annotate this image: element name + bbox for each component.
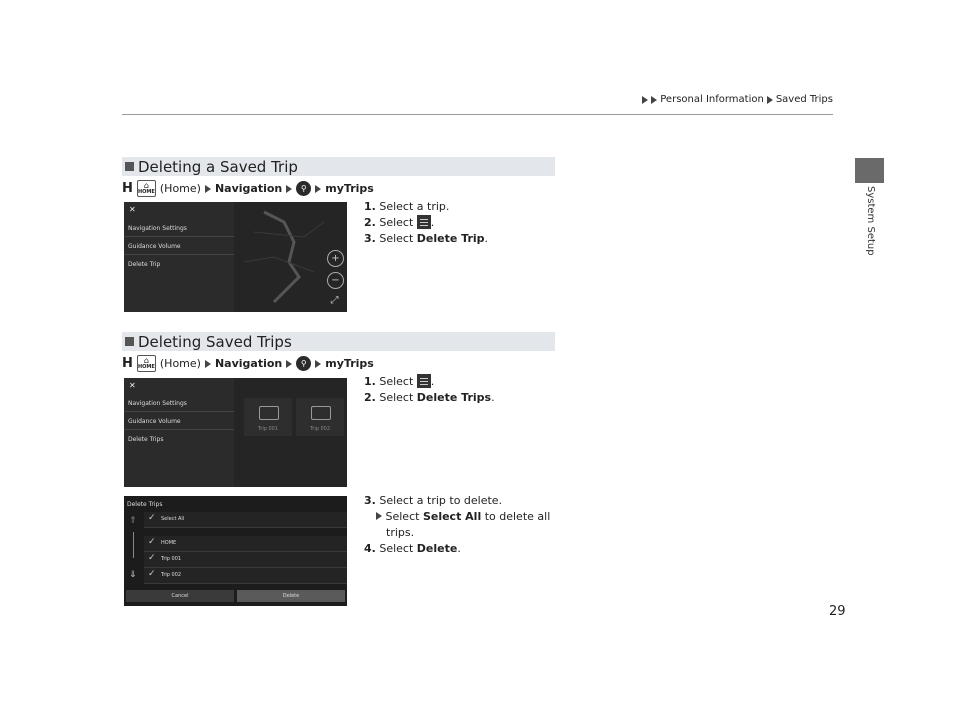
list-item: ✓ HOME [144,536,347,552]
section-title: Deleting Saved Trips [138,332,292,351]
step-item: 2. Select . [364,216,435,229]
step-item: 4. Select Delete. [364,542,461,555]
divider [124,236,234,237]
divider [124,411,234,412]
menu-panel [124,378,234,487]
close-icon: ✕ [129,205,136,214]
menu-item: Guidance Volume [128,418,181,425]
cancel-button: Cancel [126,590,234,602]
map-area [234,202,347,312]
list-item: ✓ Trip 002 [144,568,347,584]
step-item: 1. Select . [364,375,435,388]
list-item: ✓ Select All [144,512,347,528]
scroll-up-icon: ⇑ [129,516,137,526]
arrow-icon [286,360,292,368]
menu-item: Delete Trips [128,436,164,443]
menu-panel [124,202,234,312]
menu-path [122,180,374,197]
step-subitem: Select Select All to delete all [364,509,550,525]
scroll-down-icon: ⇓ [129,570,137,580]
check-icon: ✓ [148,553,156,563]
section-title: Deleting a Saved Trip [138,157,298,176]
arrow-icon [376,512,382,520]
header-rule [122,114,833,115]
page-number: 29 [829,604,846,619]
path-home-text: (Home) [159,357,201,370]
path-mytrips: myTrips [325,182,374,195]
check-icon: ✓ [148,569,156,579]
path-navigation: Navigation [214,357,283,370]
step-item: 2. Select Delete Trips. [364,391,495,404]
side-tab-label: System Setup [865,186,876,256]
square-bullet-icon [125,337,134,346]
suitcase-icon [311,406,331,420]
check-icon: ✓ [148,537,156,547]
expand-icon: ⤢ [330,295,339,306]
zoom-in-icon: + [327,250,344,267]
breadcrumb [642,94,833,105]
arrow-icon [205,185,211,193]
section-heading [122,157,555,176]
screen-title: Delete Trips [127,501,163,508]
step-item: 3. Select Delete Trip. [364,232,489,245]
close-icon: ✕ [129,381,136,390]
breadcrumb-item: Saved Trips [775,94,833,105]
menu-item: Guidance Volume [128,243,181,250]
h-icon: H [122,181,133,196]
divider [124,254,234,255]
trip-tile: Trip 001 [244,398,292,436]
section-heading [122,332,555,351]
screenshot-delete-trips-menu [124,378,347,487]
step-item: 1. Select a trip. [364,200,450,213]
arrow-icon [642,96,648,104]
screenshot-delete-trips-list [124,496,347,606]
breadcrumb-item: Personal Information [660,94,764,105]
path-navigation: Navigation [214,182,283,195]
trip-tile: Trip 002 [296,398,344,436]
path-home-text: (Home) [159,182,201,195]
steps-list [364,493,550,557]
step-item: 3. Select a trip to delete. [364,494,503,507]
suitcase-icon [259,406,279,420]
search-icon: ⚲ [296,356,311,371]
menu-item: Delete Trip [128,261,161,268]
home-icon: ⌂ HOME [137,356,155,370]
menu-item: Navigation Settings [128,400,187,407]
arrow-icon [315,185,321,193]
steps-list [364,374,495,406]
steps-list [364,199,488,247]
arrow-icon [767,96,773,104]
menu-path [122,355,374,372]
scrollbar [133,532,134,558]
check-icon: ✓ [148,513,156,523]
arrow-icon [651,96,657,104]
screenshot-delete-trip [124,202,347,312]
arrow-icon [286,185,292,193]
h-icon: H [122,356,133,371]
menu-item: Navigation Settings [128,225,187,232]
list-item: ✓ Trip 001 [144,552,347,568]
trips-area [234,378,347,487]
menu-icon [417,215,431,229]
divider [124,429,234,430]
home-icon: ⌂ HOME [137,181,155,195]
search-icon: ⚲ [296,181,311,196]
side-tab [855,158,884,183]
step-subitem-cont: trips. [386,526,415,539]
square-bullet-icon [125,162,134,171]
delete-button: Delete [237,590,345,602]
zoom-out-icon: − [327,272,344,289]
arrow-icon [205,360,211,368]
menu-icon [417,374,431,388]
arrow-icon [315,360,321,368]
path-mytrips: myTrips [325,357,374,370]
